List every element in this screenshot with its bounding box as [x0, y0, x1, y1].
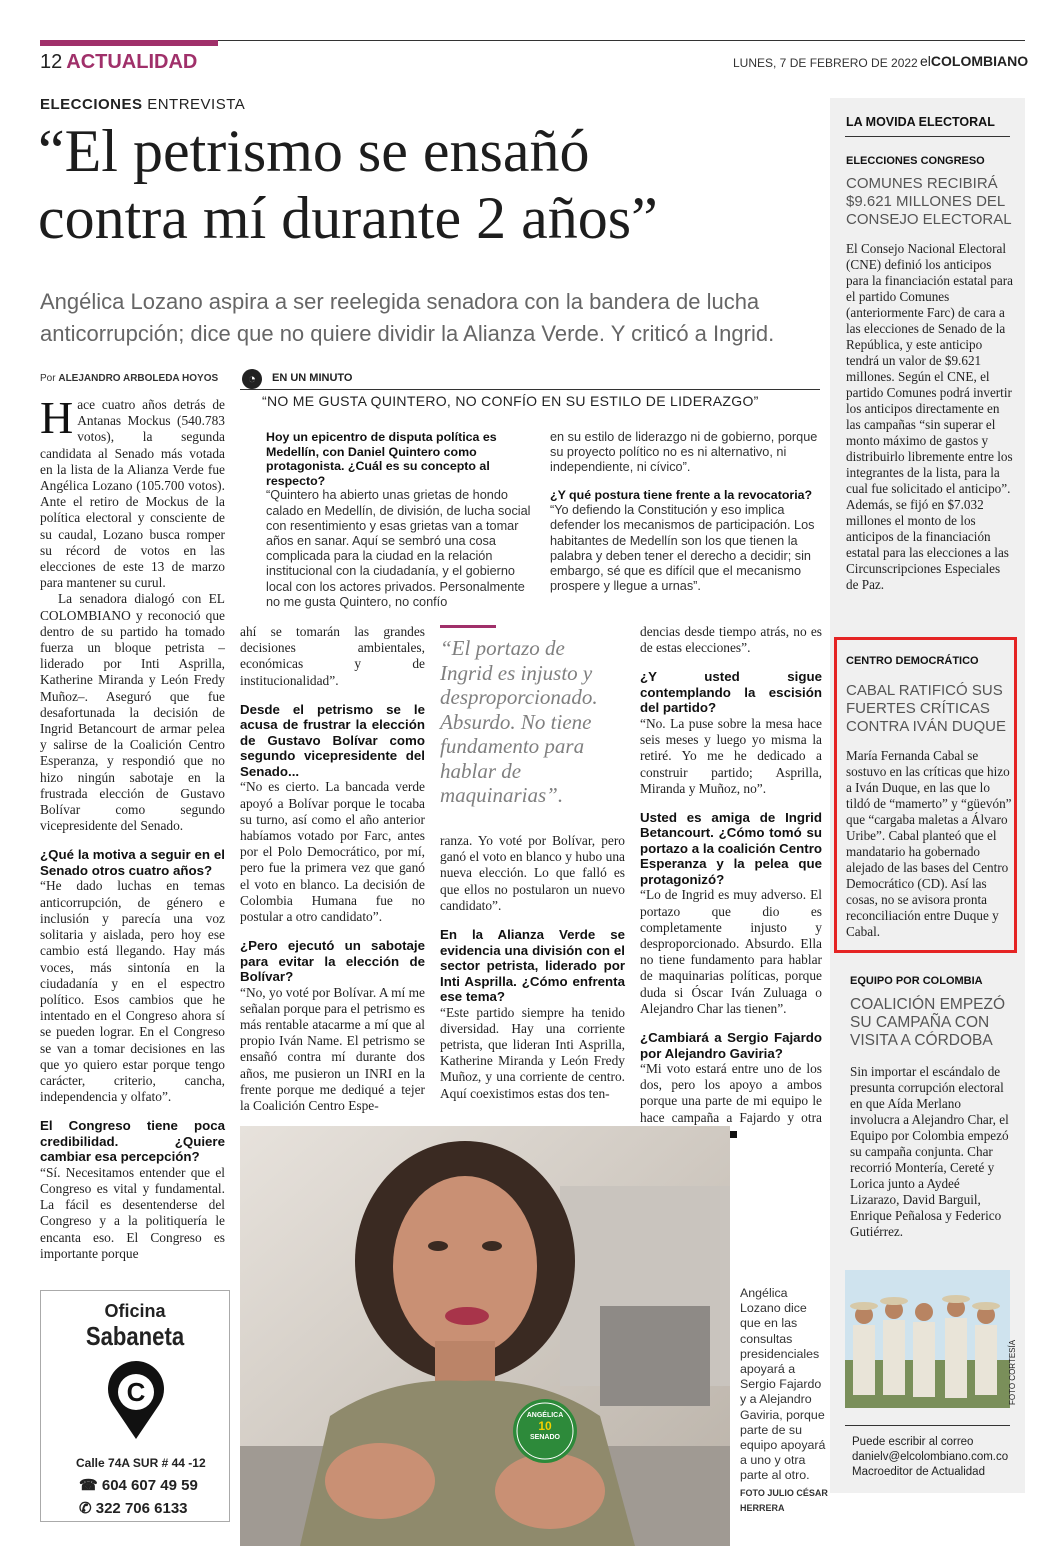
ad-address: Calle 74A SUR # 44 -12 — [76, 1456, 206, 1470]
answer: “Mi voto estará entre uno de los dos, pero los apoyo a ambos porque una parte de mi equipo le hace campaña a Fajardo y otra — [640, 1061, 822, 1125]
sidebar-header-rule — [845, 136, 1010, 137]
question: ¿Pero ejecutó un sabotaje para evitar la elección de Bolívar? — [240, 938, 425, 985]
sidebar-item — [850, 975, 1012, 1240]
byline-author: ALEJANDRO ARBOLEDA HOYOS — [58, 373, 219, 384]
question: ¿Y usted sigue contemplando la escisión del partido? — [640, 669, 822, 716]
ad-logo-letter: C — [126, 1377, 146, 1407]
answer: “No, yo voté por Bolívar. A mí me señalan porque para el petrismo es más rentable atacarme a mí que al propio Iván Name. El petrismo se ensañó contra mí durante dos años, me pusieron un INRI en la frente porque me dediqué a tejer la Coalición Centro Espe- — [240, 984, 425, 1114]
dateline: LUNES, 7 DE FEBRERO DE 2022 — [733, 56, 918, 70]
ad-phone — [79, 1476, 198, 1494]
ad-title-2: Sabaneta — [85, 1321, 185, 1351]
byline-prefix: Por — [40, 373, 56, 384]
brand-name: COLOMBIANO — [930, 53, 1029, 69]
whatsapp-icon: ✆ — [79, 1500, 92, 1517]
answer-continued: en su estilo de liderazgo ni de gobierno, porque su proyecto político no es ni alternativo, ni independiente, ni cívico”. — [550, 430, 818, 475]
paragraph: dencias desde tiempo atrás, no es de estas elecciones”. — [640, 624, 822, 656]
sidebar-item — [846, 655, 1012, 940]
ad-title-1: Oficina — [104, 1301, 166, 1321]
dropcap: H — [40, 392, 74, 443]
article-column-2 — [240, 624, 425, 1114]
pull-quote-accent — [440, 625, 496, 628]
answer: “Sí. Necesitamos entender que el Congreso es vital y fundamental. La fácil es desentenderse del Congreso y a la politiquería le encanta eso. El Congreso es importante porque — [40, 1164, 225, 1261]
paragraph: ahí se tomarán las grandes decisiones ambientales, económicas y de institucionalidad”. — [240, 624, 425, 688]
page-number: 12 — [40, 51, 63, 73]
question: En la Alianza Verde se evidencia una división con el sector petrista, liderado por Inti Asprilla. ¿Cómo enfrenta ese tema? — [440, 927, 625, 1005]
question: ¿Y qué postura tiene frente a la revocatoria? — [550, 487, 813, 502]
paragraph: ranza. Yo voté por Bolívar, pero ganó el voto en blanco y hubo una nueva elección. Lo que falló es que ellos no postularon un nuevo candidato”. — [440, 833, 625, 913]
headline-line-1: “El petrismo se ensañó — [38, 118, 590, 184]
question: ¿Cambiará a Sergio Fajardo por Alejandro Gaviria? — [640, 1030, 822, 1061]
minute-box-column-2 — [550, 430, 818, 594]
sidebar-item — [846, 155, 1014, 593]
question: Desde el petrismo se le acusa de frustrar la elección de Gustavo Bolívar como segundo vicepresidente del Senado... — [240, 701, 425, 779]
lead-paragraph: ace cuatro años detrás de Antanas Mockus (540.783 votos), la segunda candidata al Senado más votada en la lista de la Alianza Verde fue Angélica Lozano (105.700 votos). Ante el retiro de Mockus de la política electoral y consciente de su caudal, Lozano busca romper su récord de votos en las elecciones de este 13 de marzo para mantener su curul. — [40, 397, 225, 591]
question: Usted es amiga de Ingrid Betancourt. ¿Cómo tomó su portazo a la coalición Centro Esperanza y la pelea que protagonizó? — [640, 809, 822, 887]
ad-whatsapp — [79, 1499, 188, 1517]
sidebar-photo — [845, 1270, 1010, 1408]
answer: “No es cierto. La bancada verde apoyó a Bolívar porque le tocaba su turno, así como el año anterior habíamos votado por Farc, antes por el Polo Democrático, por mí, pero fue la primera vez que ganó el voto en blanco. La decisión de Colombia Humana fue no postular a otro candidato”. — [240, 779, 425, 924]
kicker — [40, 96, 245, 113]
sidebar-header: LA MOVIDA ELECTORAL — [846, 115, 995, 129]
minute-box-column-1 — [266, 430, 534, 610]
minute-box-rule — [240, 389, 820, 390]
brand-logo — [920, 53, 1028, 69]
question: El Congreso tiene poca credibilidad. ¿Quiere cambiar esa percepción? — [40, 1118, 225, 1165]
portrait-illustration — [240, 1126, 730, 1546]
ad-phone-number: 604 607 49 59 — [101, 1477, 198, 1494]
sidebar-item-label: EQUIPO POR COLOMBIA — [850, 975, 983, 987]
article-column-4 — [640, 624, 822, 1142]
contact-rule — [845, 1425, 1010, 1426]
photo-caption — [740, 1286, 828, 1516]
minute-box-label: EN UN MINUTO — [272, 372, 353, 384]
main-photo — [240, 1126, 730, 1546]
section-name: ACTUALIDAD — [66, 51, 198, 73]
contact-line: Puede escribir al correo — [852, 1436, 974, 1448]
answer: “Yo defiendo la Constitución y eso implica defender los mecanismos de participación. Los habitantes de Medellín son los que tienen la palabra y deben tener el derecho a decidir; sin embargo, sé que es difícil que el mecanismo prospere y llegue a urnas”. — [550, 503, 815, 594]
badge-line-1: ANGÉLICA — [526, 1412, 564, 1419]
minute-box-title: “NO ME GUSTA QUINTERO, NO CONFÍO EN SU ESTILO DE LIDERAZGO” — [262, 393, 759, 409]
contact-box — [852, 1435, 1008, 1480]
sidebar-item-label: ELECCIONES CONGRESO — [846, 155, 985, 167]
phone-icon: ☎ — [79, 1477, 98, 1494]
sidebar-item-label: CENTRO DEMOCRÁTICO — [846, 655, 979, 667]
deck: Angélica Lozano aspira a ser reelegida senadora con la bandera de lucha anticorrupción; dice que no quiere dividir la Alianza Verde. Y criticó a Ingrid. — [40, 289, 775, 346]
question: Hoy un epicentro de disputa política es Medellín, con Daniel Quintero como protagonista. ¿Cuál es su concepto al respecto? — [266, 430, 497, 488]
kicker-topic: ELECCIONES — [40, 96, 143, 113]
clock-icon: ◔ — [242, 369, 262, 389]
kicker-type: ENTREVISTA — [147, 96, 246, 113]
advertisement[interactable] — [40, 1290, 230, 1522]
article-column-3 — [440, 833, 625, 1102]
photo-credit: FOTO JULIO CÉSAR HERRERA — [740, 1487, 828, 1513]
group-photo-illustration — [845, 1270, 1010, 1408]
caption-text: Angélica Lozano dice que en las consultas presidenciales apoyará a Sergio Fajardo y a Alejandro Gaviria, porque parte de su equipo apoyará a uno y otra parte al otro. — [740, 1286, 826, 1483]
pull-quote: “El portazo de Ingrid es injusto y desproporcionado. Absurdo. No tiene fundamento para hablar de maquinarias”. — [440, 636, 598, 807]
contact-email[interactable]: danielv@elcolombiano.com.co — [852, 1451, 1009, 1463]
answer: “No. La puse sobre la mesa hace seis meses y luego yo misma la retiré. Yo me he dedicado a construir partido; Asprilla, Miranda y Muñoz, no”. — [640, 715, 822, 796]
headline-line-2: contra mí durante 2 años” — [38, 185, 658, 251]
badge-line-3: SENADO — [530, 1434, 560, 1441]
sidebar-item-text: El Consejo Nacional Electoral (CNE) definió los anticipos para la financiación estatal para el partido Comunes (anteriormente Farc) de cara a las elecciones de Senado de la República, y este anticipo tendrá un valor de $9.621 millones. Según el CNE, el partido Comunes podrá invertir los anticipos directamente en las campañas “sin superar el monto máximo de gastos y distribuirlo libremente entre los integrantes de la lista, para la cual fue solicitado el anticipo”. Además, se fijó en $7.032 millones el monto de los anticipos de la financiación estatal para las elecciones a las Circunscripciones Especiales de Paz. — [846, 241, 1013, 592]
sidebar-item-title: CABAL RATIFICÓ SUS FUERTES CRÍTICAS CONTRA IVÁN DUQUE — [846, 682, 1007, 735]
answer: “Quintero ha abierto unas grietas de hondo calado en Medellín, de división, de lucha social con resentimiento y esas grietas van a tomar años en sanar. Aquí se sembró una cosa complicada para la ciudad en la relación institucional con la ciudadanía, y el gobierno local con los actores privados. Personalmente no me gusta Quintero, no confío — [266, 488, 531, 609]
sidebar-photo-credit: FOTO CORTESÍA — [1008, 1339, 1017, 1405]
paragraph: La senadora dialogó con EL COLOMBIANO y reconoció que dentro de su partido ha tomado fuerza un bloque petrista –liderado por Inti Asprilla, Katherine Miranda y León Fredy Muñoz–. Aseguró que fue desafortunada la decisión de Ingrid Betancourt de armar pelea y salirse de la Coalición Centro Esperanza, y respondió que no hizo ningún sabotaje en la frustrada elección de Gustavo Bolívar como segundo vicepresidente del Senado. — [40, 591, 225, 834]
question: ¿Qué la motiva a seguir en el Senado otros cuatro años? — [40, 847, 225, 878]
byline — [40, 373, 218, 384]
section-accent-bar — [40, 40, 218, 46]
sidebar-item-text: María Fernanda Cabal se sostuvo en las críticas que hizo a Iván Duque, en las que lo tildó de “mamerto” y “güevón” que “cargaba maletas a Álvaro Uribe”. Cabal planteó que el mandatario ha gobernado alejado de las bases del Centro Democrático (CD). Así las cosas, no se avisora pronta reconciliación entre Duque y Cabal. — [846, 748, 1012, 939]
contact-role: Macroeditor de Actualidad — [852, 1466, 985, 1478]
answer: “He dado luchas en temas anticorrupción, de género e inclusión y parecía una voz solitaria y aislada, pero hoy ese cambio está llegando. Hay más voces, más sintonía en la ciudadanía y en el espectro político. Esos cambios que he intentado en el Congreso ahora sí se pueden lograr. En el Congreso se van a tomar decisiones en las que yo quiero estar porque tengo carácter, criterio, cancha, independencia y olfato”. — [40, 878, 225, 1105]
answer: “Lo de Ingrid es muy adverso. El portazo que dio es completamente injusto y desproporcionado. Absurdo. Ella no tiene fundamento para hablar de maquinarias políticas, porque duda si Óscar Iván Zuluaga o Alejandro Char las tienen”. — [640, 887, 822, 1016]
sidebar-item-title: COMUNES RECIBIRÁ $9.621 MILLONES DEL CONSEJO ELECTORAL — [846, 175, 1012, 228]
page-header — [40, 51, 197, 74]
headline — [38, 118, 828, 252]
badge-line-2: 10 — [538, 1419, 552, 1433]
sidebar-item-title: COALICIÓN EMPEZÓ SU CAMPAÑA CON VISITA A CÓRDOBA — [850, 996, 1006, 1049]
article-column-1 — [40, 392, 225, 1262]
answer: “Este partido siempre ha tenido diversidad. Hay una corriente petrista, que lideran Inti Asprilla, Katherine Miranda y León Fredy Muñoz, y una corriente de centro. Aquí coexistimos estas dos ten- — [440, 1004, 625, 1101]
ad-whatsapp-number: 322 706 6133 — [95, 1500, 188, 1517]
end-mark — [730, 1131, 737, 1138]
campaign-badge — [525, 1411, 565, 1442]
brand-prefix: el — [920, 53, 931, 69]
sidebar-item-text: Sin importar el escándalo de presunta corrupción electoral en que Aída Merlano involucra a Alejandro Char, el Equipo por Colombia empezó su campaña conjunta. Char recorrió Montería, Cereté y Lorica junto a Aydeé Lizarazo, David Barguil, Enrique Peñalosa y Federico Gutiérrez. — [850, 1064, 1009, 1239]
